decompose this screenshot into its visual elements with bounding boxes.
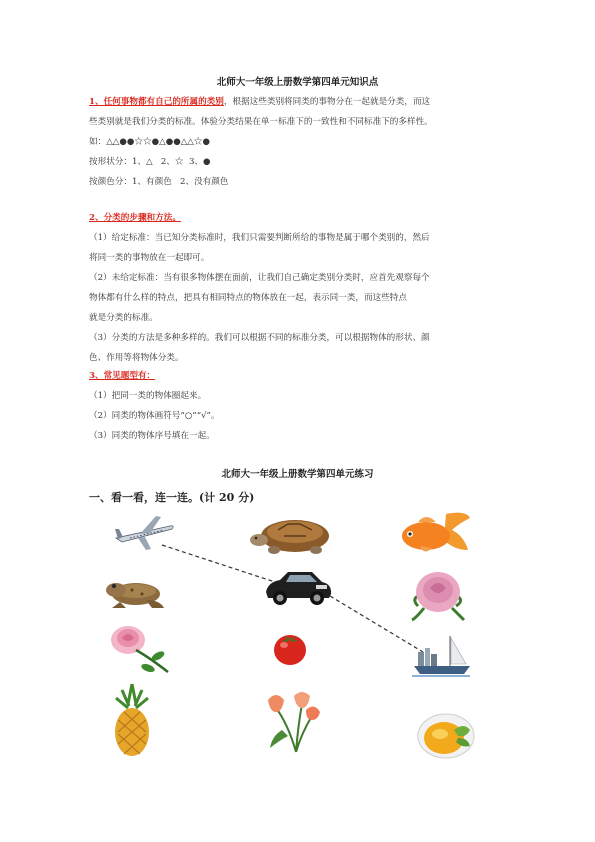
mango-icon[interactable]: [416, 708, 476, 760]
section1-text-b: 些类别就是我们分类的标准。体验分类结果在单一标准下的一致性和不同标准下的多样性。: [89, 117, 433, 127]
section3-heading: 3、常见题型有：: [89, 371, 156, 381]
car-icon[interactable]: [262, 568, 334, 606]
section2-p3-b: 色、作用等将物体分类。: [89, 353, 184, 363]
tomato-icon[interactable]: [273, 630, 307, 666]
section2-p2-a: （2）未给定标准：当有很多物体摆在面前，让我们自己确定类别分类时，应首先观察每个: [89, 273, 430, 283]
question-1: 一、看一看，连一连。(计 20 分): [89, 491, 255, 504]
practice-title: 北师大一年级上册数学第四单元练习: [221, 469, 374, 480]
section2-p2-c: 就是分类的标准。: [89, 313, 158, 323]
goldfish-icon[interactable]: [396, 510, 472, 558]
section2-p1-b: 将同一类的事物放在一起即可。: [89, 253, 210, 263]
rose-flower-icon[interactable]: [104, 622, 174, 676]
pineapple-icon[interactable]: [110, 682, 154, 758]
section3-item3: （3）同类的物体序号填在一起。: [89, 431, 215, 441]
classify-by-shape: 按形状分：1、△ 2、☆ 3、●: [89, 157, 211, 167]
shape-example: 如：△△●●☆☆●△●●△△☆●: [89, 137, 211, 147]
frog-icon[interactable]: [102, 574, 168, 610]
knowledge-title: 北师大一年级上册数学第四单元知识点: [216, 77, 379, 88]
section1-heading: 1、任何事物都有自己的所属的类别: [89, 97, 224, 107]
section2-p3-a: （3）分类的方法是多种多样的。我们可以根据不同的标准分类，可以根据物体的形状、颜: [89, 333, 430, 343]
rose-pink-icon[interactable]: [408, 568, 468, 622]
sailboat-icon[interactable]: [410, 634, 472, 680]
turtle-icon[interactable]: [250, 512, 340, 558]
section2-heading: 2、分类的步骤和方法。: [89, 213, 181, 223]
section2-p2-b: 物体都有什么样的特点，把具有相同特点的物体放在一起，表示同一类，而这些特点: [89, 293, 407, 303]
section1-text-a: ，根据这些类别将同类的事物分在一起就是分类，而这: [223, 97, 431, 107]
section3-item2: （2）同类的物体画符号“○”“√”。: [89, 411, 220, 421]
classify-by-color: 按颜色分：1、有颜色 2、没有颜色: [89, 177, 229, 187]
section3-item1: （1）把同一类的物体圈起来。: [89, 391, 207, 401]
airplane-icon[interactable]: [112, 512, 176, 552]
section2-p1-a: （1）给定标准：当已知分类标准时，我们只需要判断所给的事物是属于哪个类别的，然后: [89, 233, 430, 243]
tulips-icon[interactable]: [262, 690, 320, 754]
